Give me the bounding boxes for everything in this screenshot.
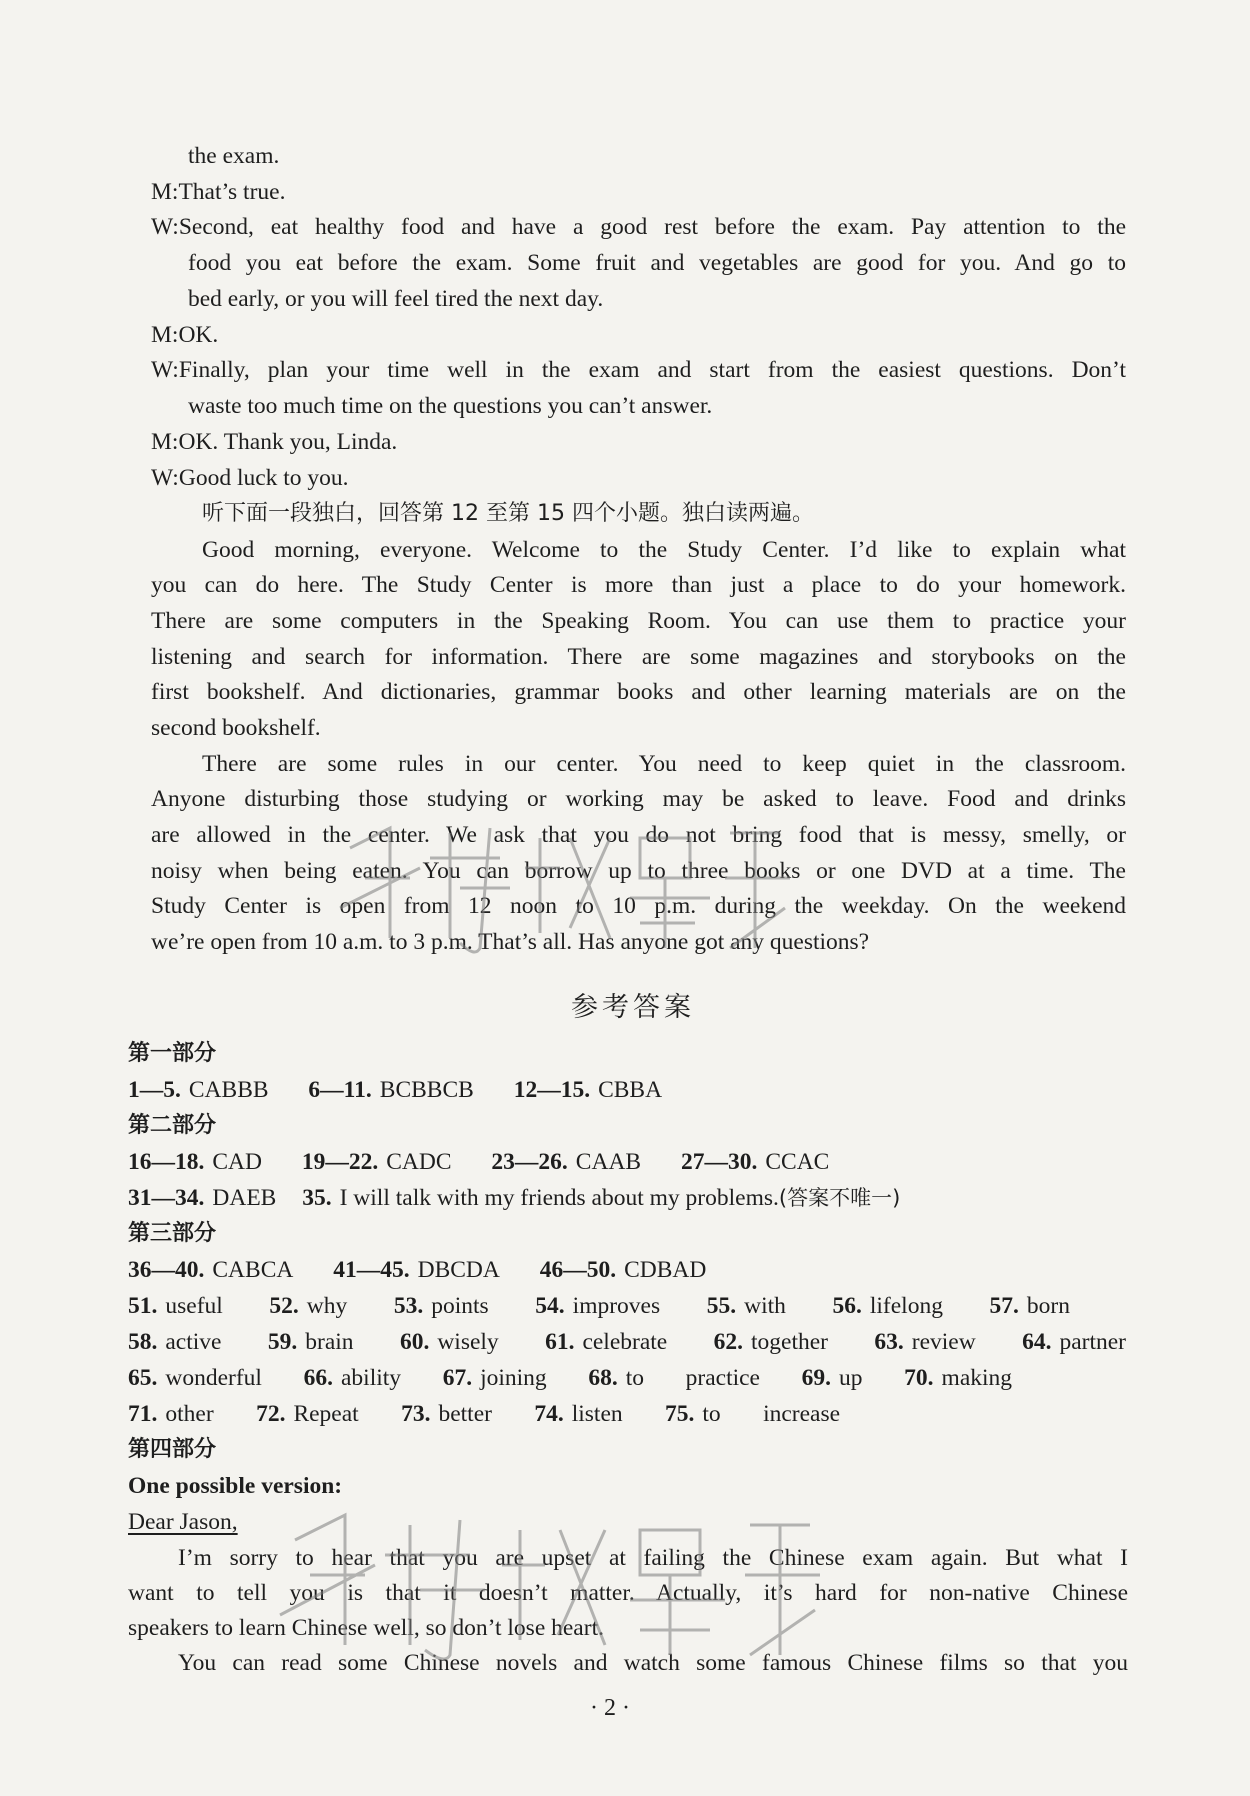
part2-answers-row: [128, 1183, 900, 1213]
part3-answers-row: [128, 1255, 706, 1285]
part3-answers-row: [128, 1327, 1126, 1357]
part1-heading: 第一部分: [128, 1041, 217, 1066]
dialogue-line: W:Good luck to you.: [151, 465, 349, 491]
answer-value: wisely: [437, 1329, 499, 1355]
version-label: One possible version:: [128, 1473, 343, 1499]
question-number: 57.: [989, 1293, 1019, 1319]
part3-answers-row: [128, 1363, 1012, 1393]
question-range: 16—18.: [128, 1149, 205, 1175]
question-number: 58.: [128, 1329, 158, 1355]
question-range: 23—26.: [491, 1149, 568, 1175]
answer-value: ability: [341, 1365, 402, 1391]
part2-heading: 第二部分: [128, 1113, 217, 1138]
answer-value: useful: [165, 1293, 223, 1319]
question-range: 41—45.: [333, 1257, 410, 1283]
part3-answers-row: [128, 1291, 1070, 1321]
question-number: 64.: [1022, 1329, 1052, 1355]
dialogue-line: M:OK. Thank you, Linda.: [151, 429, 398, 455]
question-number: 73.: [401, 1401, 431, 1427]
question-number: 52.: [269, 1293, 299, 1319]
watermark-stamp-icon: [330, 808, 800, 958]
answer-value: CADC: [386, 1149, 452, 1175]
question-number: 51.: [128, 1293, 158, 1319]
answer-value: celebrate: [582, 1329, 668, 1355]
monologue-line: second bookshelf.: [151, 715, 321, 741]
question-number: 68.: [588, 1365, 618, 1391]
answer-value: to increase: [702, 1401, 841, 1427]
monologue-line: Good morning, everyone. Welcome to the Study Center. I’d like to explain what: [202, 537, 1126, 563]
answer-value: DAEB: [212, 1185, 277, 1211]
question-range: 6—11.: [308, 1077, 372, 1103]
question-number: 61.: [545, 1329, 575, 1355]
monologue-line: first bookshelf. And dictionaries, grammar books and other learning materials are on the: [151, 679, 1126, 705]
monologue-line: are allowed in the center. We ask that you do not bring food that is messy, smelly, or: [151, 822, 1126, 848]
part3-heading: 第三部分: [128, 1221, 217, 1246]
part2-answers-row: [128, 1147, 829, 1177]
answer-value: joining: [480, 1365, 547, 1391]
answer-value: with: [744, 1293, 786, 1319]
question-number: 60.: [399, 1329, 430, 1355]
answer-value: making: [941, 1365, 1013, 1391]
letter-salutation: Dear Jason,: [128, 1509, 238, 1535]
letter-line: speakers to learn Chinese well, so don’t lose heart.: [128, 1615, 604, 1641]
dialogue-line: the exam.: [188, 143, 280, 169]
letter-line: want to tell you is that it doesn’t matter. Actually, it’s hard for non-native Chinese: [128, 1580, 1128, 1606]
question-number: 75.: [665, 1401, 695, 1427]
answer-value: born: [1026, 1293, 1070, 1319]
letter-line: I’m sorry to hear that you are upset at failing the Chinese exam again. But what I: [178, 1545, 1128, 1571]
answer-value: points: [431, 1293, 489, 1319]
dialogue-line: W:Finally, plan your time well in the exam and start from the easiest questions. Don’t: [151, 357, 1126, 383]
monologue-line: noisy when being eaten. You can borrow up to three books or one DVD at a time. The: [151, 858, 1126, 884]
question-number: 72.: [256, 1401, 286, 1427]
answer-value: other: [165, 1401, 214, 1427]
answer-value: CABBB: [188, 1077, 269, 1103]
monologue-instruction: 听下面一段独白，回答第 12 至第 15 四个小题。独白读两遍。: [202, 501, 814, 526]
question-number: 53.: [393, 1293, 424, 1319]
answer-value: I will talk with my friends about my problems.: [339, 1185, 779, 1211]
question-range: 36—40.: [128, 1257, 205, 1283]
answer-value: CAD: [212, 1149, 262, 1175]
answer-value: listen: [571, 1401, 623, 1427]
answer-value: Repeat: [293, 1401, 359, 1427]
answer-value: improves: [572, 1293, 661, 1319]
question-range: 12—15.: [513, 1077, 591, 1103]
question-number: 66.: [303, 1365, 333, 1391]
dialogue-line: bed early, or you will feel tired the next day.: [188, 286, 604, 312]
answer-value: better: [438, 1401, 492, 1427]
question-number: 65.: [128, 1365, 158, 1391]
answer-value: why: [306, 1293, 348, 1319]
part3-answers-row: [128, 1399, 840, 1429]
answer-value: CAAB: [575, 1149, 642, 1175]
question-range: 19—22.: [301, 1149, 379, 1175]
question-number: 74.: [534, 1401, 564, 1427]
monologue-line: There are some computers in the Speaking Room. You can use them to practice your: [151, 608, 1126, 634]
dialogue-line: food you eat before the exam. Some fruit and vegetables are good for you. And go to: [188, 250, 1126, 276]
question-number: 54.: [535, 1293, 565, 1319]
question-range: 31—34.: [128, 1185, 205, 1211]
answer-value: CABCA: [212, 1257, 294, 1283]
answer-value: partner: [1059, 1329, 1127, 1355]
answer-value: CDBAD: [624, 1257, 707, 1283]
question-number: 71.: [128, 1401, 158, 1427]
monologue-line: Anyone disturbing those studying or working may be asked to leave. Food and drinks: [151, 786, 1126, 812]
answer-value: active: [165, 1329, 222, 1355]
question-range: 27—30.: [680, 1149, 758, 1175]
answer-value: wonderful: [165, 1365, 262, 1391]
question-number: 62.: [713, 1329, 743, 1355]
monologue-line: There are some rules in our center. You need to keep quiet in the classroom.: [202, 751, 1126, 777]
question-range: 46—50.: [539, 1257, 617, 1283]
answer-value: BCBBCB: [379, 1077, 474, 1103]
letter-line: You can read some Chinese novels and watch some famous Chinese films so that you: [178, 1650, 1128, 1676]
question-range: 1—5.: [128, 1077, 181, 1103]
part4-heading: 第四部分: [128, 1437, 217, 1462]
answer-value: lifelong: [869, 1293, 943, 1319]
dialogue-line: M:OK.: [151, 322, 219, 348]
answer-value: brain: [305, 1329, 354, 1355]
watermark-stamp-icon: [270, 1495, 830, 1665]
monologue-line: listening and search for information. There are some magazines and storybooks on the: [151, 644, 1126, 670]
answers-title: 参考答案: [571, 992, 695, 1023]
page-number: · 2 ·: [590, 1695, 630, 1721]
monologue-line: you can do here. The Study Center is more than just a place to do your homework.: [151, 572, 1126, 598]
dialogue-line: waste too much time on the questions you can’t answer.: [188, 393, 713, 419]
monologue-line: Study Center is open from 12 noon to 10 p.m. during the weekday. On the weekend: [151, 893, 1126, 919]
answer-value: DBCDA: [417, 1257, 500, 1283]
question-range: 35.: [302, 1185, 332, 1211]
question-number: 70.: [904, 1365, 934, 1391]
question-number: 59.: [267, 1329, 298, 1355]
answer-value: CCAC: [765, 1149, 830, 1175]
question-number: 55.: [706, 1293, 737, 1319]
part1-answers: [128, 1075, 662, 1105]
answer-value: to practice: [625, 1365, 760, 1391]
answer-value: up: [839, 1365, 863, 1391]
question-number: 67.: [442, 1365, 473, 1391]
answer-value: together: [751, 1329, 828, 1355]
answer-note: (答案不唯一): [778, 1186, 901, 1210]
answer-value: CBBA: [598, 1077, 663, 1103]
monologue-line: we’re open from 10 a.m. to 3 p.m. That’s all. Has anyone got any questions?: [151, 929, 870, 955]
dialogue-line: M:That’s true.: [151, 179, 286, 205]
question-number: 69.: [801, 1365, 832, 1391]
question-number: 63.: [874, 1329, 904, 1355]
question-number: 56.: [832, 1293, 862, 1319]
dialogue-line: W:Second, eat healthy food and have a good rest before the exam. Pay attention to the: [151, 214, 1126, 240]
answer-value: review: [911, 1329, 976, 1355]
